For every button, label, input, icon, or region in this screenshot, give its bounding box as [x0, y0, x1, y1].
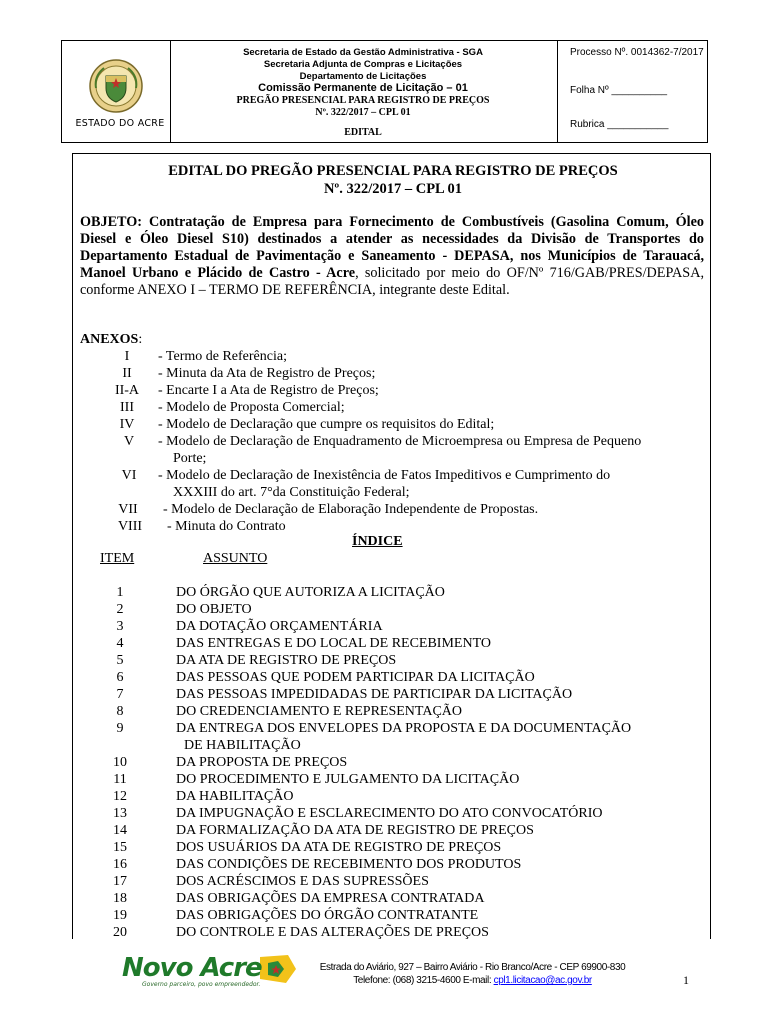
item-subject: DAS PESSOAS QUE PODEM PARTICIPAR DA LICITAÇÃO	[176, 670, 535, 685]
document-title: EDITAL DO PREGÃO PRESENCIAL PARA REGISTRO DE PREÇOS	[168, 163, 618, 179]
anexo-text: Porte;	[173, 451, 207, 466]
anexo-number: III	[120, 400, 134, 415]
anexo-number: V	[123, 434, 135, 449]
item-number: 14	[113, 823, 127, 838]
item-number: 19	[113, 908, 127, 923]
header-divider	[557, 41, 558, 142]
item-subject: DO CONTROLE E DAS ALTERAÇÕES DE PREÇOS	[176, 925, 489, 940]
item-subject: DO CREDENCIAMENTO E REPRESENTAÇÃO	[176, 704, 463, 719]
item-number: 13	[113, 806, 127, 821]
item-subject: DA ENTREGA DOS ENVELOPES DA PROPOSTA E DA DOCUMENTAÇÃO	[176, 721, 632, 736]
column-header-assunto: ASSUNTO	[203, 551, 268, 566]
header-line: EDITAL	[344, 127, 382, 138]
item-number: 5	[116, 653, 124, 668]
rubrica-field: Rubrica ___________	[570, 119, 669, 130]
anexo-text: XXXIII do art. 7°da Constituição Federal;	[173, 485, 410, 500]
anexo-number: VIII	[117, 519, 143, 534]
header-line: Departamento de Licitações	[299, 71, 427, 82]
header-line: PREGÃO PRESENCIAL PARA REGISTRO DE PREÇOS	[236, 95, 490, 106]
item-subject: DO OBJETO	[176, 602, 252, 617]
item-number: 17	[113, 874, 127, 889]
item-subject: DA DOTAÇÃO ORÇAMENTÁRIA	[176, 619, 383, 634]
process-number: Processo Nº. 0014362-7/2017	[570, 47, 704, 58]
anexo-text: - Modelo de Proposta Comercial;	[158, 400, 345, 415]
anexo-text: - Modelo de Declaração que cumpre os requisitos do Edital;	[158, 417, 495, 432]
footer-contact	[300, 975, 645, 986]
item-subject: DAS OBRIGAÇÕES DO ÓRGÃO CONTRATANTE	[176, 908, 479, 923]
anexo-text: - Minuta do Contrato	[167, 519, 286, 534]
anexos-heading	[80, 331, 142, 348]
item-number: 15	[113, 840, 127, 855]
item-number: 1	[116, 585, 124, 600]
anexo-text: - Encarte I a Ata de Registro de Preços;	[158, 383, 379, 398]
item-number: 3	[116, 619, 124, 634]
item-number: 16	[113, 857, 127, 872]
item-number: 6	[116, 670, 124, 685]
anexo-number: I	[124, 349, 130, 364]
item-subject: DO ÓRGÃO QUE AUTORIZA A LICITAÇÃO	[176, 585, 445, 600]
objeto-normal: , solicitado por meio do OF/Nº 716/GAB/PRES/DEPASA, conforme ANEXO I – TERMO DE REFERÊNCIA, integrante deste Edital.	[80, 265, 704, 298]
email-link[interactable]: cpl1.licitacao@ac.gov.br	[493, 975, 592, 986]
item-subject: DOS USUÁRIOS DA ATA DE REGISTRO DE PREÇOS	[176, 840, 502, 855]
footer-phone: Telefone: (068) 3215-4600 E-mail:	[353, 975, 494, 986]
item-number: 9	[116, 721, 124, 736]
anexo-text: - Termo de Referência;	[158, 349, 287, 364]
item-number: 12	[113, 789, 127, 804]
item-number: 8	[116, 704, 124, 719]
page-number: 1	[683, 973, 689, 987]
anexo-number: II-A	[114, 383, 140, 398]
footer-address: Estrada do Aviário, 927 – Bairro Aviário - Rio Branco/Acre - CEP 69900-830	[319, 962, 626, 973]
anexo-text: - Modelo de Declaração de Inexistência de Fatos Impeditivos e Cumprimento do	[158, 468, 611, 483]
anexo-text: - Modelo de Declaração de Enquadramento de Microempresa ou Empresa de Pequeno	[158, 434, 642, 449]
objeto-bold: OBJETO: Contratação de Empresa para Fornecimento de Combustíveis (Gasolina Comum, Óleo Diesel e Óleo Diesel S10) destinados a atender as necessidades da Divisão de Transportes do Departamento Estadual de Pavimentação e Saneamento - DEPASA, nos Municípios de Tarauacá, Manoel Urbano e Plácido de Castro - Acre	[80, 214, 704, 281]
item-number: 7	[116, 687, 124, 702]
item-subject: DA FORMALIZAÇÃO DA ATA DE REGISTRO DE PREÇOS	[176, 823, 534, 838]
anexo-text: - Modelo de Declaração de Elaboração Independente de Propostas.	[163, 502, 539, 517]
header-line: Secretaria Adjunta de Compras e Licitações	[263, 59, 463, 70]
document-subtitle: Nº. 322/2017 – CPL 01	[323, 181, 463, 197]
anexo-text: - Minuta da Ata de Registro de Preços;	[158, 366, 376, 381]
folha-field: Folha Nº __________	[570, 85, 668, 96]
anexo-number: II	[122, 366, 132, 381]
objeto-paragraph	[80, 214, 704, 299]
header-line: Secretaria de Estado da Gestão Administrativa - SGA	[243, 47, 483, 58]
item-number: 10	[113, 755, 127, 770]
item-subject: DOS ACRÉSCIMOS E DAS SUPRESSÕES	[176, 874, 429, 889]
item-subject: DA PROPOSTA DE PREÇOS	[176, 755, 348, 770]
anexo-number: VI	[121, 468, 137, 483]
item-subject: DO PROCEDIMENTO E JULGAMENTO DA LICITAÇÃO	[176, 772, 520, 787]
item-subject: DA ATA DE REGISTRO DE PREÇOS	[176, 653, 397, 668]
item-subject: DAS CONDIÇÕES DE RECEBIMENTO DOS PRODUTOS	[176, 857, 522, 872]
item-number: 2	[116, 602, 124, 617]
item-subject: DA IMPUGNAÇÃO E ESCLARECIMENTO DO ATO CONVOCATÓRIO	[176, 806, 603, 821]
item-subject: DE HABILITAÇÃO	[184, 738, 301, 753]
state-coat-of-arms-icon	[88, 58, 144, 114]
item-subject: DAS PESSOAS IMPEDIDADAS DE PARTICIPAR DA LICITAÇÃO	[176, 687, 573, 702]
anexos-colon: :	[138, 332, 143, 347]
item-subject: DAS OBRIGAÇÕES DA EMPRESA CONTRATADA	[176, 891, 485, 906]
column-header-item: ITEM	[100, 551, 135, 566]
item-number: 20	[113, 925, 127, 940]
logo-tagline: Governo parceiro, povo empreendedor.	[142, 981, 261, 988]
anexo-number: IV	[119, 417, 135, 432]
anexos-heading-text: ANEXOS	[80, 332, 139, 347]
anexo-number: VII	[118, 502, 138, 517]
header-line: Nº. 322/2017 – CPL 01	[315, 107, 411, 118]
novo-acre-logo	[120, 953, 300, 998]
indice-heading: ÍNDICE	[352, 534, 403, 549]
state-label: ESTADO DO ACRE	[75, 118, 165, 129]
item-number: 18	[113, 891, 127, 906]
logo-text: Novo Acre	[122, 953, 262, 983]
item-subject: DA HABILITAÇÃO	[176, 789, 294, 804]
header-line: Comissão Permanente de Licitação – 01	[258, 82, 468, 94]
item-number: 4	[116, 636, 124, 651]
item-number: 11	[113, 772, 127, 787]
item-subject: DAS ENTREGAS E DO LOCAL DE RECEBIMENTO	[176, 636, 491, 651]
